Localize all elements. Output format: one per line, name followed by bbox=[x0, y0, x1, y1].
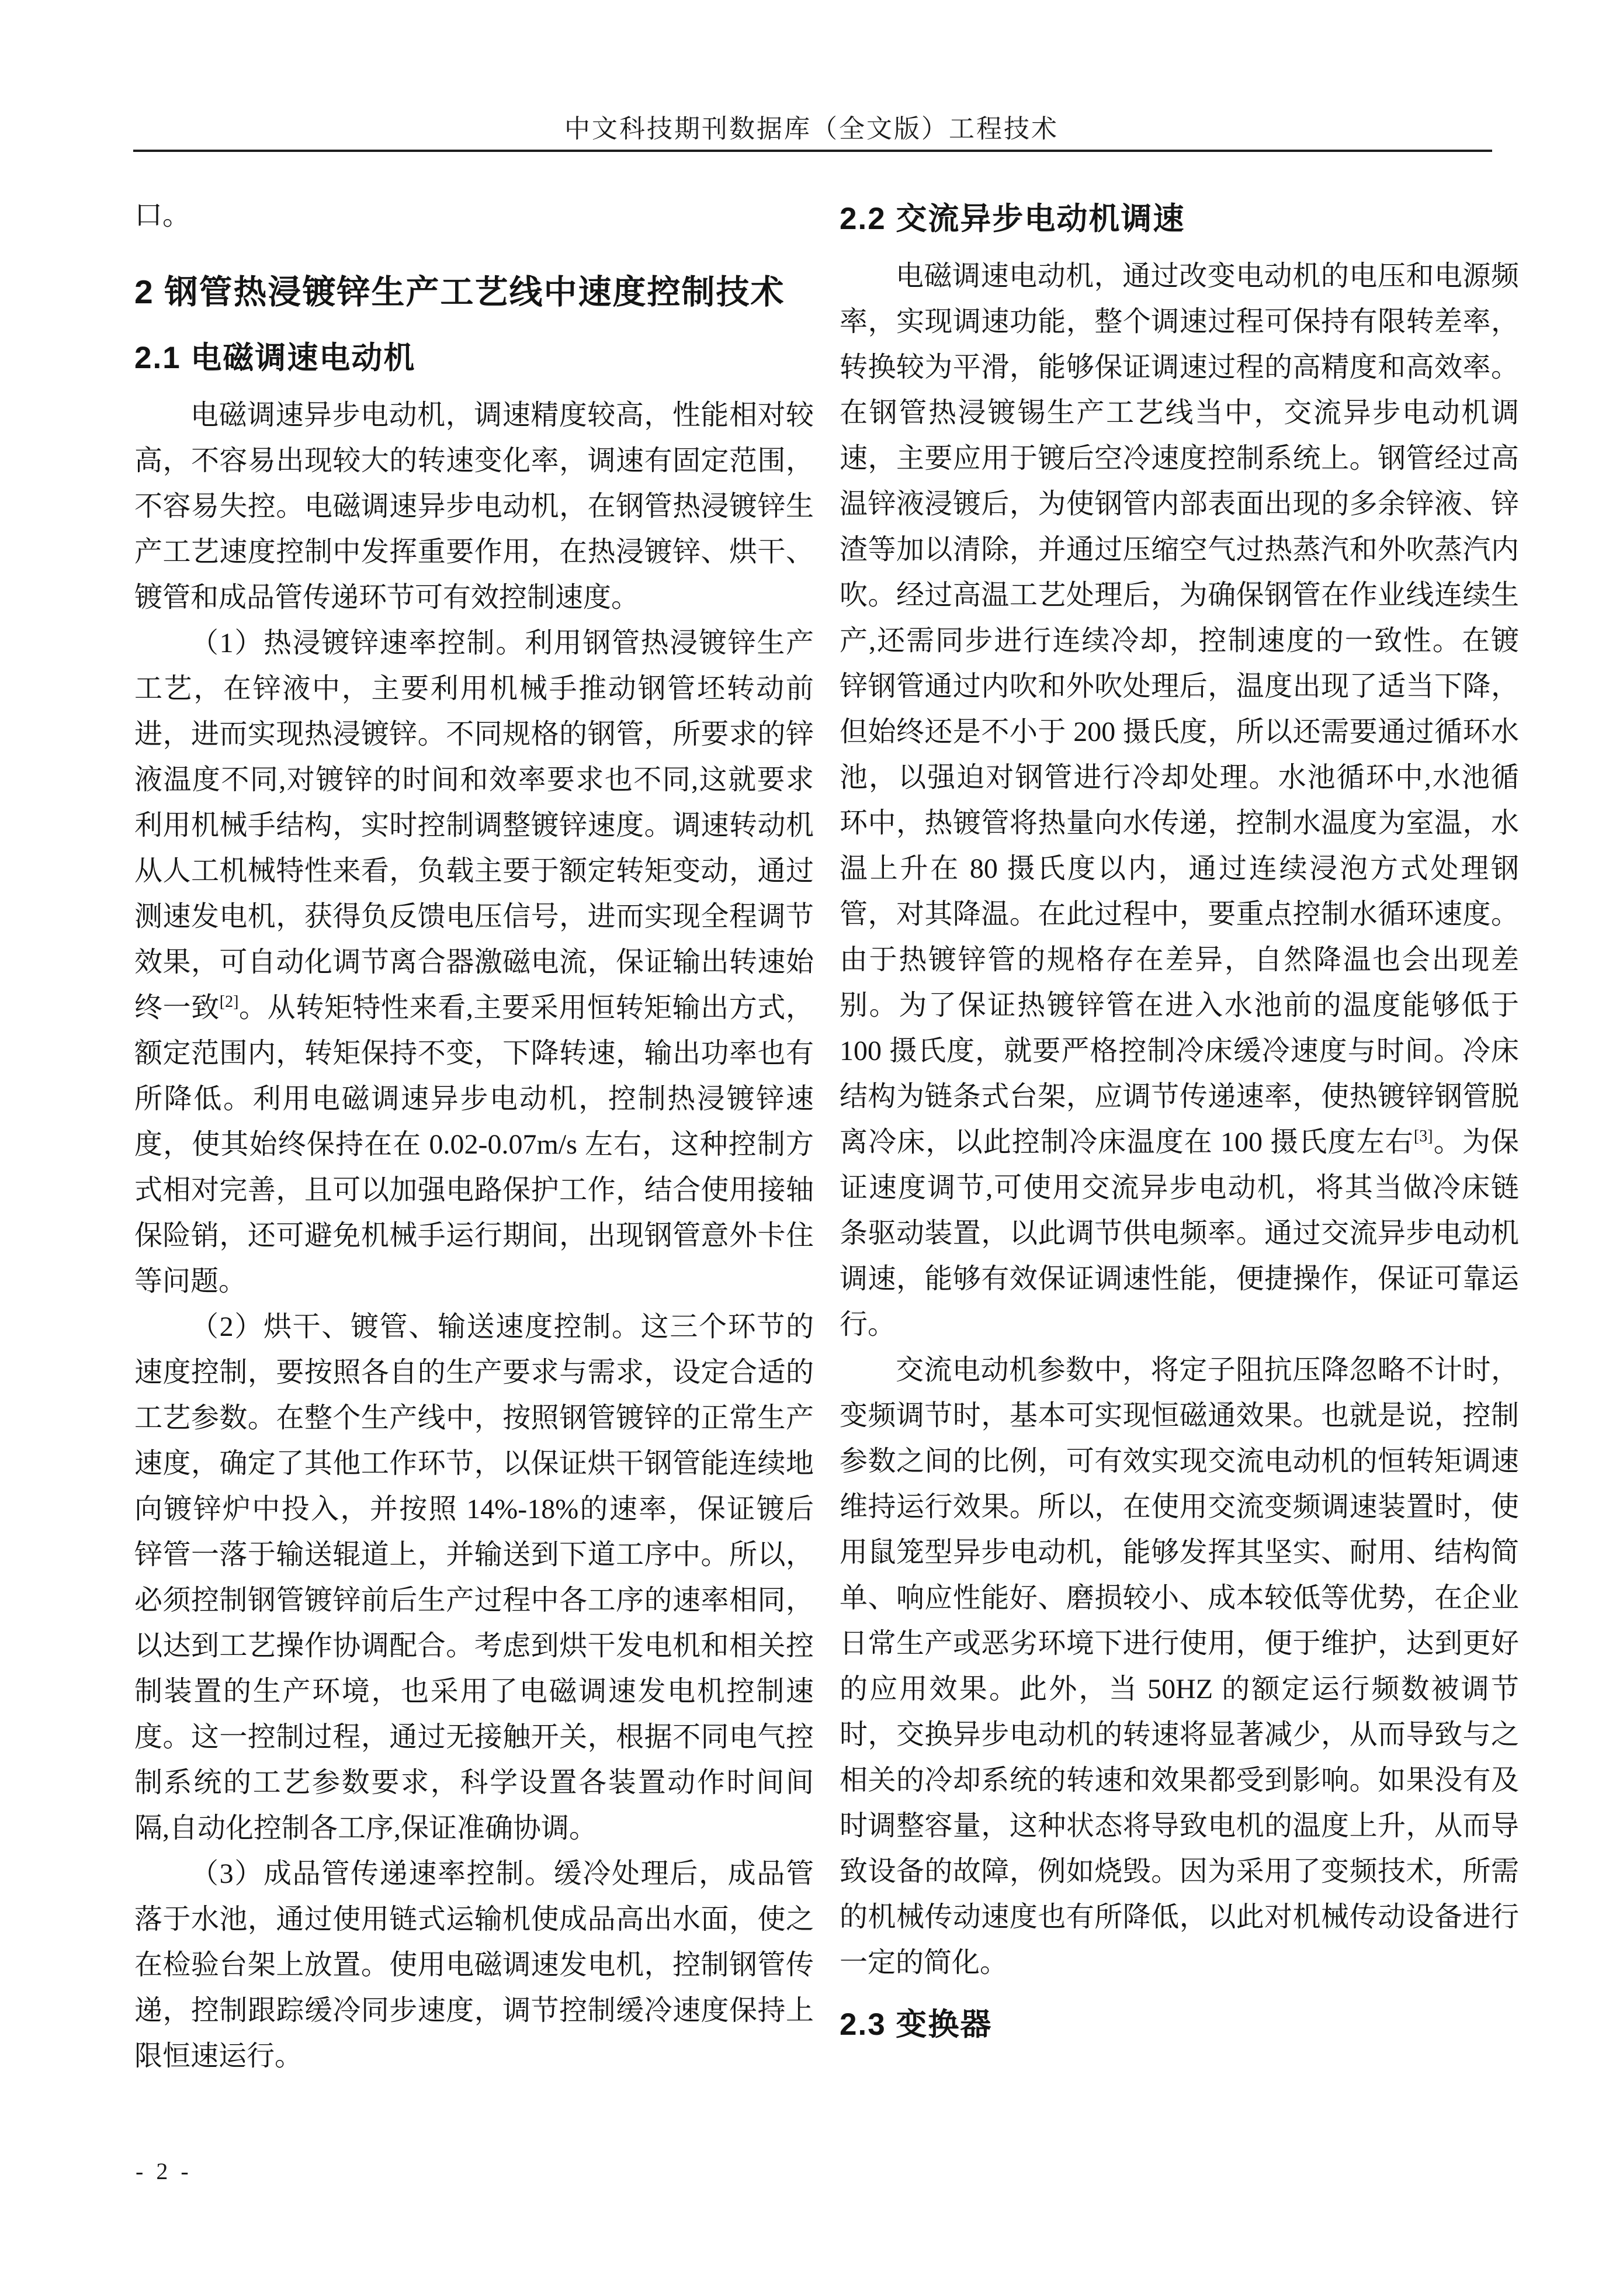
citation-reference: [2] bbox=[219, 993, 239, 1011]
right-column bbox=[840, 193, 1519, 2079]
paragraph: 电磁调速异步电动机，调速精度较高，性能相对较高，不容易出现较大的转速变化率，调速有固定范围，不容易失控。电磁调速异步电动机，在钢管热浸镀锌生产工艺速度控制中发挥重要作用，在热浸镀锌、烘干、镀管和成品管传递环节可有效控制速度。 bbox=[134, 400, 814, 613]
paragraph: 电磁调速电动机，通过改变电动机的电压和电源频率，实现调速功能，整个调速过程可保持有限转差率，转换较为平滑，能够保证调速过程的高精度和高效率。在钢管热浸镀锡生产工艺线当中，交流异步电动机调速，主要应用于镀后空冷速度控制系统上。钢管经过高温锌液浸镀后，为使钢管内部表面出现的多余锌液、锌渣等加以清除，并通过压缩空气过热蒸汽和外吹蒸汽内吹。经过高温工艺处理后，为确保钢管在作业线连续生产,还需同步进行连续冷却，控制速度的一致性。在镀锌钢管通过内吹和外吹处理后，温度出现了适当下降，但始终还是不小于 200 摄氏度，所以还需要通过循环水池，以强迫对钢管进行冷却处理。水池循环中,水池循环中，热镀管将热量向水传递，控制水温度为室温，水温上升在 80 摄氏度以内，通过连续浸泡方式处理钢管，对其降温。在此过程中，要重点控制水循环速度。由于热镀锌管的规格存在差异，自然降温也会出现差别。为了保证热镀锌管在进入水池前的温度能够低于 100 摄氏度，就要严格控制冷床缓冷速度与时间。冷床结构为链条式台架，应调节传递速率，使热镀锌钢管脱离冷床，以此控制冷床温度在 100 摄氏度左右[3]。为保证速度调节,可使用交流异步电动机，将其当做冷床链条驱动装置，以此调节供电频率。通过交流异步电动机调速，能够有效保证调速性能，便捷操作，保证可靠运行。 bbox=[840, 261, 1519, 1340]
subsection-heading: 2.1 电磁调速电动机 bbox=[134, 341, 416, 375]
content-columns bbox=[134, 193, 1519, 2079]
paragraph-continuation: 口。 bbox=[134, 200, 191, 231]
page-number: - 2 - bbox=[136, 2158, 192, 2184]
paragraph: （3）成品管传递速率控制。缓冷处理后，成品管落于水池，通过使用链式运输机使成品高出水面，使之在检验台架上放置。使用电磁调速发电机，控制钢管传递，控制跟踪缓冷同步速度，调节控制缓冷速度保持上限恒速运行。 bbox=[134, 1858, 814, 2072]
paragraph: （1）热浸镀锌速率控制。利用钢管热浸镀锌生产工艺，在锌液中，主要利用机械手推动钢管坯转动前进，进而实现热浸镀锌。不同规格的钢管，所要求的锌液温度不同,对镀锌的时间和效率要求也不同,这就要求利用机械手结构，实时控制调整镀锌速度。调速转动机从人工机械特性来看，负载主要于额定转矩变动，通过测速发电机，获得负反馈电压信号，进而实现全程调节效果，可自动化调节离合器激磁电流，保证输出转速始终一致[2]。从转矩特性来看,主要采用恒转矩输出方式，额定范围内，转矩保持不变，下降转速，输出功率也有所降低。利用电磁调速异步电动机，控制热浸镀锌速度，使其始终保持在在 0.02-0.07m/s 左右，这种控制方式相对完善，且可以加强电路保护工作，结合使用接轴保险销，还可避免机械手运行期间，出现钢管意外卡住等问题。 bbox=[134, 628, 814, 1297]
citation-reference: [3] bbox=[1413, 1127, 1433, 1145]
paragraph: 交流电动机参数中，将定子阻抗压降忽略不计时，变频调节时，基本可实现恒磁通效果。也就是说，控制参数之间的比例，可有效实现交流电动机的恒转矩调速维持运行效果。所以，在使用交流变频调速装置时，使用鼠笼型异步电动机，能够发挥其坚实、耐用、结构简单、响应性能好、磨损较小、成本较低等优势，在企业日常生产或恶劣环境下进行使用，便于维护，达到更好的应用效果。此外，当 50HZ 的额定运行频数被调节时，交换异步电动机的转速将显著减少，从而导致与之相关的冷却系统的转速和效果都受到影响。如果没有及时调整容量，这种状态将导致电机的温度上升，从而导致设备的故障，例如烧毁。因为采用了变频技术，所需的机械传动速度也有所降低，以此对机械传动设备进行一定的简化。 bbox=[840, 1355, 1519, 1978]
subsection-heading: 2.2 交流异步电动机调速 bbox=[840, 202, 1185, 236]
section-heading: 2 钢管热浸镀锌生产工艺线中速度控制技术 bbox=[134, 273, 785, 311]
journal-header-title: 中文科技期刊数据库（全文版）工程技术 bbox=[564, 115, 1059, 143]
left-column bbox=[134, 193, 814, 2079]
header-rule bbox=[133, 150, 1492, 152]
subsection-heading: 2.3 变换器 bbox=[840, 2007, 993, 2042]
paragraph: （2）烘干、镀管、输送速度控制。这三个环节的速度控制，要按照各自的生产要求与需求，设定合适的工艺参数。在整个生产线中，按照钢管镀锌的正常生产速度，确定了其他工作环节，以保证烘干钢管能连续地向镀锌炉中投入，并按照 14%-18%的速率，保证镀后锌管一落于输送辊道上，并输送到下道工序中。所以，必须控制钢管镀锌前后生产过程中各工序的速率相同，以达到工艺操作协调配合。考虑到烘干发电机和相关控制装置的生产环境，也采用了电磁调速发电机控制速度。这一控制过程，通过无接触开关，根据不同电气控制系统的工艺参数要求，科学设置各装置动作时间间隔,自动化控制各工序,保证准确协调。 bbox=[134, 1311, 814, 1844]
